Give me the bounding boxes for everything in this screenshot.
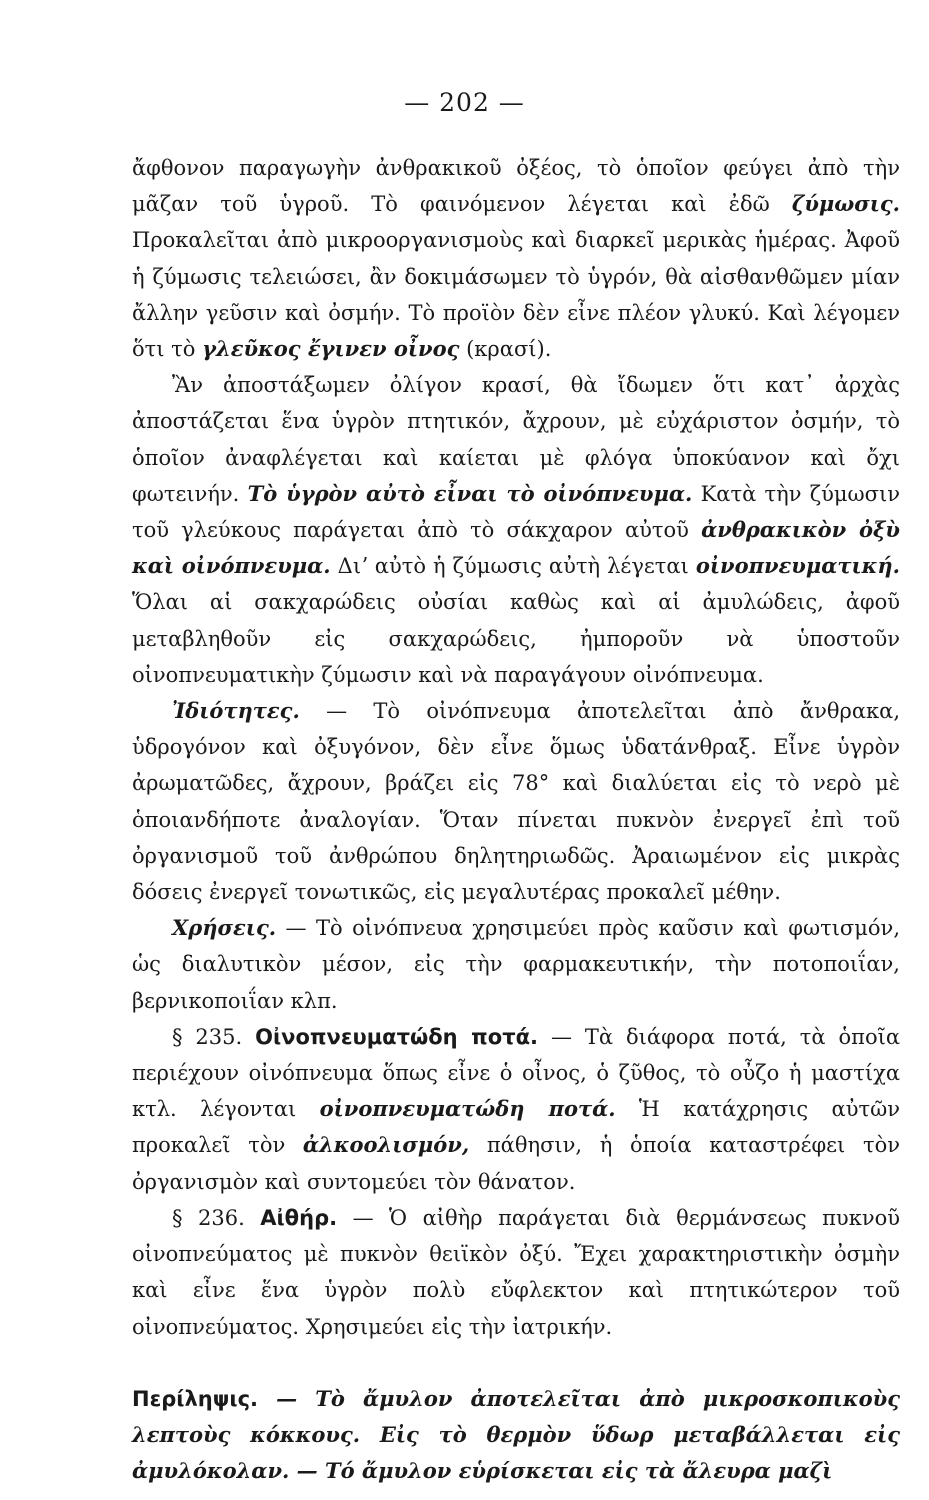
- term-alcoholic: οἰνοπνευματική.: [695, 553, 900, 579]
- paragraph-distillation: [132, 367, 900, 693]
- section-number: § 236.: [172, 1205, 261, 1230]
- term-spirits: οἰνοπνευματώδη ποτά.: [319, 1096, 616, 1122]
- section-number: § 235.: [172, 1024, 256, 1049]
- summary: [132, 1381, 900, 1490]
- text-run: — Τὸ οἰνόπνευα χρησιμεύει πρὸς καῦσιν καὶ φωτισμόν, ὡς διαλυτικὸν μέσον, εἰς τὴν φαρμακευτικήν, τὴν ποτοποιΐαν, βερνικοποιΐαν κλπ.: [132, 916, 900, 1013]
- paragraph-properties: [132, 693, 900, 910]
- section-235: [132, 1019, 900, 1200]
- text-run: (κρασί).: [459, 337, 552, 362]
- summary-label: Περίληψις.: [132, 1386, 258, 1411]
- term-alcoholism: ἀλκοολισμόν,: [302, 1132, 470, 1158]
- term-zymosis: ζύμωσις.: [791, 191, 900, 217]
- section-title-spirits: Οἰνοπνευματώδη ποτά.: [255, 1024, 539, 1049]
- page-number: — 202 —: [404, 88, 525, 117]
- text-run: — Τὸ οἰνόπνευμα ἀποτελεῖται ἀπὸ ἄνθρακα, ὑδρογόνον καὶ ὀξυγόνον, δὲν εἶνε ὅμως ὑδατάνθραξ. Εἶνε ὑγρὸν ἀρωματῶδες, ἄχρουν, βράζει εἰς 78° καὶ διαλύεται εἰς τὸ νερὸ μὲ ὁποιανδήποτε ἀναλογίαν. Ὅταν πίνεται πυκνὸν ἐνεργεῖ ἐπὶ τοῦ ὀργανισμοῦ τοῦ ἀνθρώπου δηλητηριωδῶς. Ἀραιωμένον εἰς μικρὰς δόσεις ἐνεργεῖ τονωτικῶς, εἰς μεγαλυτέρας προκαλεῖ μέθην.: [132, 699, 900, 905]
- text-run: — Τὰ διάφορα ποτά, τὰ ὁποῖα περιέχουν οἰνόπνευμα ὅπως εἶνε ὁ οἶνος, ὁ ζῦθος, τὸ οὖζο ἡ μαστίχα κτλ. λέγονται: [132, 1024, 900, 1122]
- heading-properties: Ἰδιότητες.: [172, 698, 300, 724]
- paragraph-fermentation: [132, 150, 900, 367]
- text-run: Προκαλεῖται ἀπὸ μικροοργανισμοὺς καὶ διαρκεῖ μερικὰς ἡμέρας. Ἀφοῦ ἡ ζύμωσις τελειώσει, ἂν δοκιμάσωμεν τὸ ὑγρόν, θὰ αἰσθανθῶμεν μίαν ἄλλην γεῦσιν καὶ ὀσμήν. Τὸ προϊὸν δὲν εἶνε πλέον γλυκύ. Καὶ λέγομεν ὅτι τὸ: [132, 228, 900, 362]
- text-run: πάθησιν, ἡ ὁποία καταστρέφει τὸν ὀργανισμὸν καὶ συντομεύει τὸν θάνατον.: [132, 1133, 900, 1194]
- section-236: [132, 1200, 900, 1345]
- paragraph-uses: [132, 910, 900, 1019]
- heading-uses: Χρήσεις.: [172, 915, 277, 941]
- text-run: ἄφθονον παραγωγὴν ἀνθρακικοῦ ὀξέος, τὸ ὁποῖον φεύγει ἀπὸ τὴν μᾶζαν τοῦ ὑγροῦ. Τὸ φαινόμενον λέγεται καὶ ἐδῶ: [132, 156, 900, 217]
- text-run: Ἂν ἀποστάξωμεν ὀλίγον κρασί, θὰ ἴδωμεν ὅτι κατ᾽ ἀρχὰς ἀποστάζεται ἕνα ὑγρὸν πτητικόν, ἄχρουν, μὲ εὐχάριστον ὀσμήν, τὸ ὁποῖον ἀναφλέγεται καὶ καίεται μὲ φλόγα ὑποκύανον καὶ ὄχι φωτεινήν.: [132, 373, 900, 506]
- spacer: [132, 1345, 900, 1381]
- text-run: Κατὰ τὴν ζύμωσιν τοῦ γλεύκους παράγεται ἀπὸ τὸ σάκχαρον αὐτοῦ: [132, 481, 901, 543]
- term-wine: γλεῦκος ἔγινεν οἶνος: [202, 336, 460, 362]
- text-run: — Ὁ αἰθὴρ παράγεται διὰ θερμάνσεως πυκνοῦ οἰνοπνεύματος μὲ πυκνὸν θειϊκὸν ὀξύ. Ἔχει χαρακτηριστικὴν ὀσμὴν καὶ εἶνε ἕνα ὑγρὸν πολὺ εὔφλεκτον καὶ πτητικώτερον τοῦ οἰνοπνεύματος. Χρησιμεύει εἰς τὴν ἰατρικήν.: [132, 1205, 900, 1339]
- page-body: [132, 150, 900, 1489]
- text-run: Διʼ αὐτὸ ἡ ζύμωσις αὐτὴ λέγεται: [330, 554, 696, 579]
- term-alcohol: Τὸ ὑγρὸν αὐτὸ εἶναι τὸ οἰνόπνευμα.: [247, 480, 693, 506]
- section-title-ether: Αἰθήρ.: [260, 1205, 338, 1230]
- term-co2-alcohol: ἀνθρακικὸν ὀξὺ καὶ οἰνόπνευμα.: [132, 517, 900, 579]
- text-run: Ὅλαι αἱ σακχαρώδεις οὐσίαι καθὼς καὶ αἱ ἀμυλώδεις, ἀφοῦ μεταβληθοῦν εἰς σακχαρώδεις, ἠμποροῦν νὰ ὑποστοῦν οἰνοπνευματικὴν ζύμωσιν καὶ νὰ παραγάγουν οἰνόπνευμα.: [132, 590, 900, 687]
- text-run: Ἡ κατάχρησις αὐτῶν προκαλεῖ τὸν: [132, 1097, 901, 1158]
- summary-text: — Τὸ ἄμυλον ἀποτελεῖται ἀπὸ μικροσκοπικοὺς λεπτοὺς κόκκους. Εἰς τὸ θερμὸν ὕδωρ μεταβάλλεται εἰς ἀμυλόκολαν. — Τό ἄμυλον εὑρίσκεται εἰς τὰ ἄλευρα μαζὶ: [132, 1385, 900, 1484]
